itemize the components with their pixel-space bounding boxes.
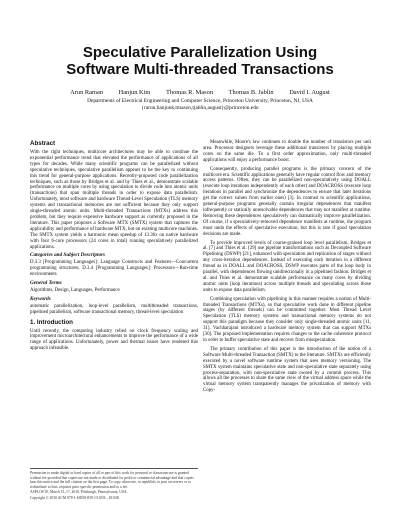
general-terms-text: Algorithms, Design, Languages, Performance (30, 287, 120, 293)
venue-line: ASPLOS'10, March 13–17, 2010, Pittsburgh, Pennsylvania, USA. (30, 490, 128, 494)
author-list (30, 89, 370, 96)
permission-notice: Permission to make digital or hard copies of all or part of this work for personal or classroom use is granted without fee provided that copies are not made or distributed for profit or commercial advantage and that copies bear this notice and the full citation on the first page. To copy otherwise, to republish, to post on servers or to redistribute to lists, requires prior specific permission and/or a fee. (30, 471, 194, 489)
general-terms-heading: General Terms (30, 280, 62, 287)
title-line-2: Software Multi-threaded Transactions (66, 61, 334, 78)
body-paragraph: The primary contribution of this paper is the introduction of the notion of a Software Multi-threaded Transaction (SMTX) to the literature. SMTXs are efficiently executed by a novel software runtime system that uses memory versioning. The SMTX system maintains speculative state and non-speculative state separately using process-separation, with non-speculative state owned by a commit process. This allows all the processes to share the same view of the virtual address space while the virtual memory system transparently manages the privatization of memory with Copy- (203, 346, 371, 394)
author-name: Arun Raman (70, 89, 103, 96)
copyright-footnote (30, 468, 198, 501)
right-column (203, 140, 371, 397)
intro-text: Until recently, the computing industry relied on clock frequency scaling and improvement microarchitectural enhancements to improve the performance of a wide range of applications. Unfortunately, power and thermal issues have rendered this approach infeasible. (30, 328, 198, 352)
author-name: David I. August (289, 89, 330, 96)
body-paragraph: Meanwhile, Moore's law continues to double the number of transistors per unit area. Processor designers leverage these additional transistors by placing multiple cores on the same die. To a first order approximation, only multi-threaded applications will enjoy a performance boost. (203, 140, 371, 163)
categories-heading: Categories and Subject Descriptors (30, 252, 106, 259)
paper-title (40, 44, 360, 78)
left-column (30, 140, 198, 355)
affiliation: Departments of Electrical Engineering and Computer Science, Princeton University, Princeton, NJ, USA (87, 98, 313, 104)
abstract-text: With the right techniques, multicore architectures may be able to continue the exponential performance trend that elevated the performance of applications of all types for decades. While many scientific programs can be parallelized without speculative techniques, speculative parallelism appears to be the key to continuing this trend for general-purpose applications. Recently-proposed code parallelization techniques, such as those by Bridges et al. and by Thies et al., demonstrate scalable performance on multiple cores by using speculation to divide code into atomic units (transactions) that span multiple threads in order to expose data parallelism. Unfortunately, most software and hardware Thread-Level Speculation (TLS) memory systems and transactional memories are not sufficient because they only support single-threaded atomic units. Multi-threaded Transactions (MTXs) address this problem, but they require expensive hardware support as currently proposed in the literature. This paper proposes a Software MTX (SMTX) system that captures the applicability and performance of hardware MTX, but on existing multicore machines. The SMTX system yields a harmonic mean speedup of 13.36x on native hardware with four 6-core processors (24 cores in total) running speculatively parallelized applications. (30, 150, 198, 250)
keywords-text: automatic parallelization, loop-level parallelism, multithreaded transactions, pipelined parallelism, software transactional memory, thread-level speculation (30, 303, 198, 315)
author-name: Thomas B. Jablin (228, 89, 274, 96)
body-paragraph: Combining speculation with pipelining in this manner requires a notion of Multi-threaded Transactions (MTXs), so that speculative work done in different pipeline stages (by different threads) can be committed together. Most Thread Level Speculation (TLS) memory systems and transactional memory systems do not support this paradigm because they consider only single-threaded atomic units [11, 31]. Vachharajani introduced a hardware memory system that can support MTXs [30]. The proposed implementation requires changes to the cache coherence protocol in order to buffer speculative state and recover from misspeculation. (203, 296, 371, 343)
author-emails: {rarun,hanjunk,tmason,tjablin,august}@princeton.edu (141, 105, 259, 111)
body-paragraph: To provide improved levels of coarse-grained loop level parallelism, Bridges et al. [7] and Thies et al. [29] use pipeline transformations such as Decoupled Software Pipelining (DSWP) [21], enhanced with speculation and replication of stages without any cross-iteration dependences. Instead of executing each iteration in a different thread as in DOALL and DOACROSS, DSWP executes parts of the loop body in parallel, with dependences flowing unidirectionally in a pipelined fashion. Bridges et al. and Thies et al. demonstrate scalable performance on many cores by dividing atomic units (loop iterations) across multiple threads and speculating across those units to expose data parallelism. (203, 240, 371, 293)
body-paragraph: Consequently, producing parallel programs is the primary concern of the multicore era. Scientific applications generally have regular control flow and memory access patterns. Often, they can be parallelized non-speculatively using DOALL (execute loop iterations independently of each other) and DOACROSS (execute loop iterations in parallel and synchronize the dependences to ensure that later iterations get the correct values from earlier ones) [3]. In contrast to scientific applications, general-purpose programs generally contain irregular dependences that manifest infrequently or statically unresolvable dependences that may not manifest at runtime. Removing these dependences speculatively can dramatically improve parallelization. Of course, if a speculatively-removed dependence manifests at runtime, the program must undo the effects of speculative execution, but this is rare if good speculation decisions are made. (203, 166, 371, 237)
author-name: Hanjun Kim (118, 89, 151, 96)
author-name: Thomas R. Mason (166, 89, 214, 96)
keywords-heading: Keywords (30, 295, 51, 302)
title-line-1: Speculative Parallelization Using (82, 44, 318, 61)
copyright-line: Copyright © 2010 ACM 978-1-60558-839-1/10/03... $10.00 (30, 495, 120, 500)
categories-text: D.3.3 [Programming Languages]: Language Constructs and Features—Concurrent programming structures; D.3.4 [Programming Languages]: Processors—Run-time environments (30, 260, 198, 278)
intro-heading: 1. Introduction (30, 318, 73, 326)
affiliation-block (30, 98, 370, 112)
abstract-heading: Abstract (30, 140, 56, 147)
